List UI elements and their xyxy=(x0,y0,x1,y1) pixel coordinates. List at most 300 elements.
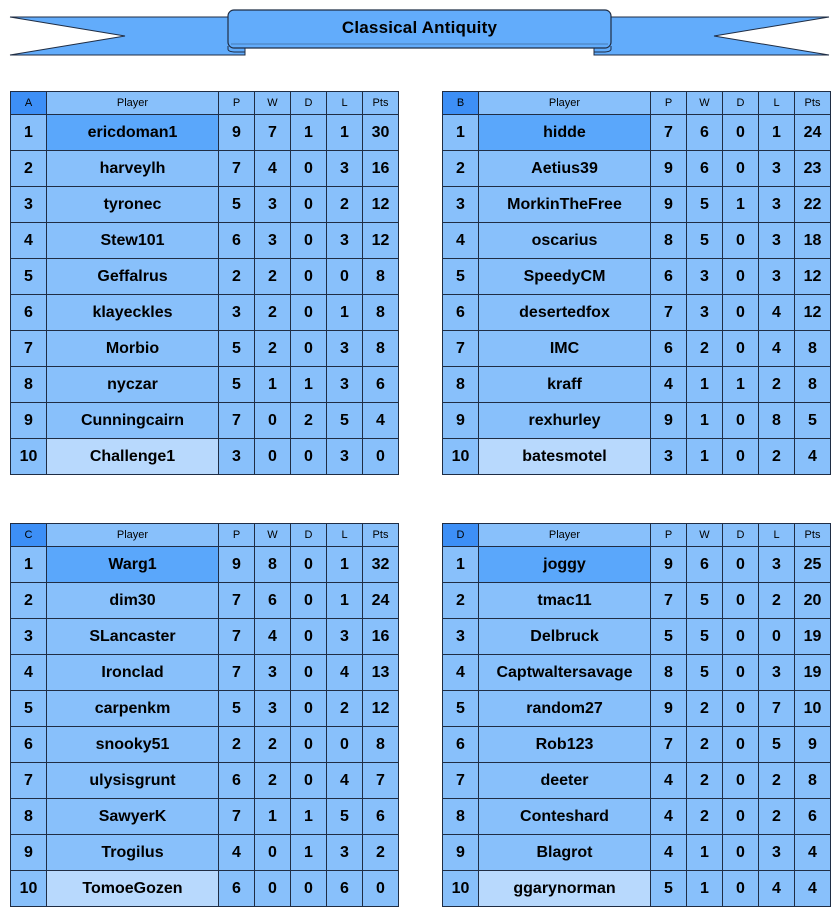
lost-cell: 2 xyxy=(327,691,363,727)
group-label: C xyxy=(11,524,47,547)
lost-cell: 8 xyxy=(759,403,795,439)
won-cell: 0 xyxy=(255,439,291,475)
won-cell: 5 xyxy=(687,655,723,691)
position-cell: 3 xyxy=(443,187,479,223)
lost-cell: 3 xyxy=(327,367,363,403)
played-cell: 3 xyxy=(651,439,687,475)
drawn-cell: 1 xyxy=(291,835,327,871)
played-header: P xyxy=(219,524,255,547)
drawn-header: D xyxy=(723,524,759,547)
drawn-cell: 0 xyxy=(723,583,759,619)
header-row xyxy=(443,92,831,115)
lost-cell: 5 xyxy=(327,403,363,439)
table-row xyxy=(11,151,399,187)
lost-cell: 2 xyxy=(759,583,795,619)
drawn-cell: 0 xyxy=(291,583,327,619)
points-cell: 8 xyxy=(363,259,399,295)
table-row xyxy=(443,403,831,439)
lost-cell: 3 xyxy=(759,835,795,871)
points-cell: 8 xyxy=(363,295,399,331)
position-cell: 5 xyxy=(11,259,47,295)
player-name: tmac11 xyxy=(479,583,651,619)
played-cell: 4 xyxy=(651,367,687,403)
points-cell: 18 xyxy=(795,223,831,259)
points-cell: 4 xyxy=(795,835,831,871)
won-cell: 2 xyxy=(255,763,291,799)
drawn-cell: 0 xyxy=(723,295,759,331)
points-cell: 12 xyxy=(795,259,831,295)
won-cell: 2 xyxy=(255,295,291,331)
drawn-cell: 2 xyxy=(291,403,327,439)
drawn-header: D xyxy=(291,92,327,115)
lost-cell: 3 xyxy=(327,835,363,871)
points-cell: 12 xyxy=(363,223,399,259)
points-cell: 32 xyxy=(363,547,399,583)
played-cell: 4 xyxy=(651,763,687,799)
won-cell: 1 xyxy=(687,403,723,439)
lost-cell: 3 xyxy=(759,151,795,187)
played-cell: 5 xyxy=(651,871,687,907)
points-header: Pts xyxy=(363,92,399,115)
points-cell: 12 xyxy=(795,295,831,331)
lost-cell: 4 xyxy=(327,655,363,691)
lost-cell: 3 xyxy=(759,655,795,691)
player-name: Aetius39 xyxy=(479,151,651,187)
table-row xyxy=(11,799,399,835)
player-name: Stew101 xyxy=(47,223,219,259)
position-cell: 4 xyxy=(443,223,479,259)
lost-cell: 2 xyxy=(759,799,795,835)
player-name: SLancaster xyxy=(47,619,219,655)
position-cell: 4 xyxy=(11,223,47,259)
played-header: P xyxy=(651,92,687,115)
played-cell: 7 xyxy=(651,115,687,151)
position-cell: 3 xyxy=(443,619,479,655)
played-header: P xyxy=(651,524,687,547)
group-b-table xyxy=(442,91,831,475)
played-cell: 7 xyxy=(219,151,255,187)
points-header: Pts xyxy=(363,524,399,547)
table-row xyxy=(11,691,399,727)
player-name: random27 xyxy=(479,691,651,727)
group-c-table xyxy=(10,523,399,907)
table-row xyxy=(11,871,399,907)
position-cell: 8 xyxy=(11,367,47,403)
played-cell: 7 xyxy=(651,583,687,619)
points-cell: 30 xyxy=(363,115,399,151)
played-cell: 9 xyxy=(651,187,687,223)
player-name: Warg1 xyxy=(47,547,219,583)
table-row xyxy=(11,115,399,151)
header-row xyxy=(443,524,831,547)
drawn-cell: 0 xyxy=(291,547,327,583)
played-cell: 8 xyxy=(651,655,687,691)
player-name: joggy xyxy=(479,547,651,583)
points-cell: 4 xyxy=(363,403,399,439)
won-cell: 1 xyxy=(687,835,723,871)
player-name: ulysisgrunt xyxy=(47,763,219,799)
table-row xyxy=(11,583,399,619)
lost-cell: 1 xyxy=(327,547,363,583)
points-cell: 23 xyxy=(795,151,831,187)
header-row xyxy=(11,524,399,547)
played-cell: 9 xyxy=(651,691,687,727)
lost-cell: 2 xyxy=(759,763,795,799)
table-row xyxy=(11,727,399,763)
drawn-cell: 0 xyxy=(723,619,759,655)
points-cell: 8 xyxy=(363,331,399,367)
played-cell: 7 xyxy=(219,655,255,691)
won-cell: 2 xyxy=(687,799,723,835)
played-cell: 4 xyxy=(219,835,255,871)
drawn-cell: 0 xyxy=(723,331,759,367)
won-cell: 6 xyxy=(687,151,723,187)
position-cell: 5 xyxy=(11,691,47,727)
drawn-cell: 0 xyxy=(291,763,327,799)
points-cell: 8 xyxy=(795,367,831,403)
drawn-cell: 0 xyxy=(291,871,327,907)
position-cell: 3 xyxy=(11,619,47,655)
player-name: ericdoman1 xyxy=(47,115,219,151)
points-cell: 6 xyxy=(795,799,831,835)
lost-cell: 2 xyxy=(759,439,795,475)
played-cell: 7 xyxy=(219,403,255,439)
lost-cell: 3 xyxy=(759,547,795,583)
lost-cell: 3 xyxy=(327,331,363,367)
table-row xyxy=(443,151,831,187)
table-row xyxy=(443,367,831,403)
player-name: deeter xyxy=(479,763,651,799)
points-cell: 6 xyxy=(363,799,399,835)
won-cell: 1 xyxy=(255,799,291,835)
position-cell: 1 xyxy=(443,547,479,583)
points-cell: 19 xyxy=(795,619,831,655)
drawn-cell: 0 xyxy=(723,223,759,259)
position-cell: 2 xyxy=(11,583,47,619)
player-name: snooky51 xyxy=(47,727,219,763)
lost-cell: 3 xyxy=(327,223,363,259)
drawn-cell: 0 xyxy=(291,655,327,691)
table-row xyxy=(443,187,831,223)
table-row xyxy=(11,295,399,331)
drawn-cell: 0 xyxy=(291,727,327,763)
group-label: A xyxy=(11,92,47,115)
points-cell: 24 xyxy=(363,583,399,619)
points-cell: 22 xyxy=(795,187,831,223)
player-name: Rob123 xyxy=(479,727,651,763)
won-cell: 1 xyxy=(687,367,723,403)
won-cell: 2 xyxy=(255,259,291,295)
won-cell: 4 xyxy=(255,151,291,187)
player-header: Player xyxy=(479,92,651,115)
position-cell: 6 xyxy=(443,727,479,763)
played-cell: 2 xyxy=(219,727,255,763)
drawn-cell: 0 xyxy=(291,331,327,367)
drawn-cell: 0 xyxy=(723,835,759,871)
lost-cell: 4 xyxy=(759,331,795,367)
points-cell: 2 xyxy=(363,835,399,871)
table-row xyxy=(443,295,831,331)
lost-cell: 4 xyxy=(327,763,363,799)
played-cell: 9 xyxy=(219,547,255,583)
player-name: harveylh xyxy=(47,151,219,187)
position-cell: 5 xyxy=(443,259,479,295)
points-cell: 13 xyxy=(363,655,399,691)
drawn-cell: 0 xyxy=(291,619,327,655)
player-name: Cunningcairn xyxy=(47,403,219,439)
drawn-cell: 0 xyxy=(291,691,327,727)
position-cell: 10 xyxy=(443,439,479,475)
player-header: Player xyxy=(47,524,219,547)
position-cell: 6 xyxy=(11,295,47,331)
player-name: Geffalrus xyxy=(47,259,219,295)
player-name: carpenkm xyxy=(47,691,219,727)
player-name: klayeckles xyxy=(47,295,219,331)
player-name: MorkinTheFree xyxy=(479,187,651,223)
player-name: tyronec xyxy=(47,187,219,223)
table-row xyxy=(443,331,831,367)
table-row xyxy=(443,439,831,475)
lost-cell: 3 xyxy=(327,619,363,655)
position-cell: 7 xyxy=(11,763,47,799)
won-cell: 3 xyxy=(687,259,723,295)
lost-header: L xyxy=(759,92,795,115)
won-cell: 6 xyxy=(687,547,723,583)
header-row xyxy=(11,92,399,115)
drawn-cell: 0 xyxy=(723,439,759,475)
drawn-cell: 0 xyxy=(291,439,327,475)
drawn-cell: 0 xyxy=(291,259,327,295)
played-cell: 6 xyxy=(219,763,255,799)
lost-cell: 3 xyxy=(327,439,363,475)
played-cell: 6 xyxy=(219,871,255,907)
position-cell: 2 xyxy=(443,151,479,187)
points-cell: 9 xyxy=(795,727,831,763)
played-cell: 7 xyxy=(651,295,687,331)
won-cell: 5 xyxy=(687,187,723,223)
drawn-cell: 0 xyxy=(291,295,327,331)
table-row xyxy=(443,619,831,655)
won-cell: 2 xyxy=(687,727,723,763)
player-name: hidde xyxy=(479,115,651,151)
player-name: rexhurley xyxy=(479,403,651,439)
table-row xyxy=(443,799,831,835)
player-name: Ironclad xyxy=(47,655,219,691)
position-cell: 9 xyxy=(11,403,47,439)
won-cell: 5 xyxy=(687,223,723,259)
played-cell: 7 xyxy=(651,727,687,763)
table-row xyxy=(443,583,831,619)
points-header: Pts xyxy=(795,524,831,547)
won-cell: 5 xyxy=(687,619,723,655)
won-cell: 2 xyxy=(255,331,291,367)
table-row xyxy=(443,763,831,799)
table-row xyxy=(11,367,399,403)
group-d-table xyxy=(442,523,831,907)
player-name: kraff xyxy=(479,367,651,403)
table-row xyxy=(11,835,399,871)
player-name: Trogilus xyxy=(47,835,219,871)
points-cell: 8 xyxy=(795,331,831,367)
drawn-cell: 0 xyxy=(723,547,759,583)
player-header: Player xyxy=(479,524,651,547)
won-cell: 3 xyxy=(255,187,291,223)
played-cell: 7 xyxy=(219,799,255,835)
won-cell: 8 xyxy=(255,547,291,583)
points-cell: 4 xyxy=(795,871,831,907)
lost-header: L xyxy=(327,524,363,547)
player-header: Player xyxy=(47,92,219,115)
table-row xyxy=(443,115,831,151)
played-cell: 9 xyxy=(651,547,687,583)
lost-cell: 0 xyxy=(327,727,363,763)
drawn-header: D xyxy=(723,92,759,115)
played-cell: 3 xyxy=(219,295,255,331)
drawn-cell: 1 xyxy=(723,367,759,403)
player-name: Captwaltersavage xyxy=(479,655,651,691)
position-cell: 8 xyxy=(443,799,479,835)
points-cell: 0 xyxy=(363,871,399,907)
drawn-cell: 1 xyxy=(291,367,327,403)
table-row xyxy=(11,547,399,583)
points-cell: 5 xyxy=(795,403,831,439)
player-name: SawyerK xyxy=(47,799,219,835)
won-header: W xyxy=(687,524,723,547)
played-cell: 5 xyxy=(651,619,687,655)
points-cell: 12 xyxy=(363,691,399,727)
group-label: D xyxy=(443,524,479,547)
table-row xyxy=(11,331,399,367)
played-cell: 7 xyxy=(219,619,255,655)
drawn-cell: 0 xyxy=(723,763,759,799)
player-name: dim30 xyxy=(47,583,219,619)
won-cell: 2 xyxy=(687,763,723,799)
played-cell: 3 xyxy=(219,439,255,475)
table-row xyxy=(443,691,831,727)
table-row xyxy=(11,619,399,655)
points-header: Pts xyxy=(795,92,831,115)
drawn-cell: 0 xyxy=(291,187,327,223)
table-row xyxy=(443,259,831,295)
position-cell: 7 xyxy=(11,331,47,367)
position-cell: 8 xyxy=(11,799,47,835)
player-name: ggarynorman xyxy=(479,871,651,907)
table-row xyxy=(443,547,831,583)
won-cell: 1 xyxy=(255,367,291,403)
player-name: Challenge1 xyxy=(47,439,219,475)
lost-cell: 4 xyxy=(759,871,795,907)
table-row xyxy=(443,727,831,763)
played-cell: 2 xyxy=(219,259,255,295)
table-row xyxy=(11,655,399,691)
lost-cell: 1 xyxy=(327,583,363,619)
points-cell: 8 xyxy=(795,763,831,799)
group-label: B xyxy=(443,92,479,115)
won-cell: 5 xyxy=(687,583,723,619)
position-cell: 10 xyxy=(11,439,47,475)
position-cell: 4 xyxy=(11,655,47,691)
lost-cell: 7 xyxy=(759,691,795,727)
won-cell: 2 xyxy=(687,691,723,727)
lost-cell: 5 xyxy=(759,727,795,763)
position-cell: 7 xyxy=(443,331,479,367)
player-name: TomoeGozen xyxy=(47,871,219,907)
position-cell: 8 xyxy=(443,367,479,403)
player-name: Delbruck xyxy=(479,619,651,655)
position-cell: 6 xyxy=(443,295,479,331)
table-row xyxy=(443,871,831,907)
lost-cell: 4 xyxy=(759,295,795,331)
won-cell: 7 xyxy=(255,115,291,151)
position-cell: 3 xyxy=(11,187,47,223)
points-cell: 0 xyxy=(363,439,399,475)
won-cell: 0 xyxy=(255,403,291,439)
lost-header: L xyxy=(759,524,795,547)
played-cell: 6 xyxy=(219,223,255,259)
played-cell: 5 xyxy=(219,367,255,403)
table-row xyxy=(11,223,399,259)
won-header: W xyxy=(255,524,291,547)
played-cell: 4 xyxy=(651,799,687,835)
position-cell: 4 xyxy=(443,655,479,691)
position-cell: 9 xyxy=(443,403,479,439)
played-cell: 9 xyxy=(651,151,687,187)
lost-cell: 6 xyxy=(327,871,363,907)
won-cell: 0 xyxy=(255,871,291,907)
position-cell: 9 xyxy=(443,835,479,871)
points-cell: 7 xyxy=(363,763,399,799)
drawn-cell: 0 xyxy=(723,259,759,295)
lost-cell: 3 xyxy=(759,223,795,259)
won-cell: 3 xyxy=(687,295,723,331)
played-cell: 9 xyxy=(651,403,687,439)
lost-cell: 1 xyxy=(327,295,363,331)
drawn-cell: 0 xyxy=(723,655,759,691)
played-cell: 7 xyxy=(219,583,255,619)
points-cell: 4 xyxy=(795,439,831,475)
won-cell: 4 xyxy=(255,619,291,655)
played-cell: 5 xyxy=(219,691,255,727)
position-cell: 5 xyxy=(443,691,479,727)
banner-title: Classical Antiquity xyxy=(341,18,498,37)
won-cell: 2 xyxy=(255,727,291,763)
lost-cell: 3 xyxy=(759,259,795,295)
position-cell: 2 xyxy=(443,583,479,619)
lost-cell: 2 xyxy=(327,187,363,223)
drawn-cell: 0 xyxy=(291,223,327,259)
player-name: SpeedyCM xyxy=(479,259,651,295)
player-name: batesmotel xyxy=(479,439,651,475)
drawn-cell: 0 xyxy=(723,115,759,151)
drawn-cell: 0 xyxy=(723,403,759,439)
lost-cell: 3 xyxy=(759,187,795,223)
player-name: IMC xyxy=(479,331,651,367)
drawn-cell: 1 xyxy=(291,115,327,151)
played-header: P xyxy=(219,92,255,115)
position-cell: 2 xyxy=(11,151,47,187)
table-row xyxy=(443,835,831,871)
position-cell: 1 xyxy=(11,115,47,151)
drawn-cell: 1 xyxy=(291,799,327,835)
points-cell: 20 xyxy=(795,583,831,619)
won-cell: 3 xyxy=(255,655,291,691)
played-cell: 5 xyxy=(219,331,255,367)
lost-cell: 5 xyxy=(327,799,363,835)
drawn-cell: 0 xyxy=(723,151,759,187)
player-name: Blagrot xyxy=(479,835,651,871)
won-cell: 2 xyxy=(687,331,723,367)
player-name: Conteshard xyxy=(479,799,651,835)
